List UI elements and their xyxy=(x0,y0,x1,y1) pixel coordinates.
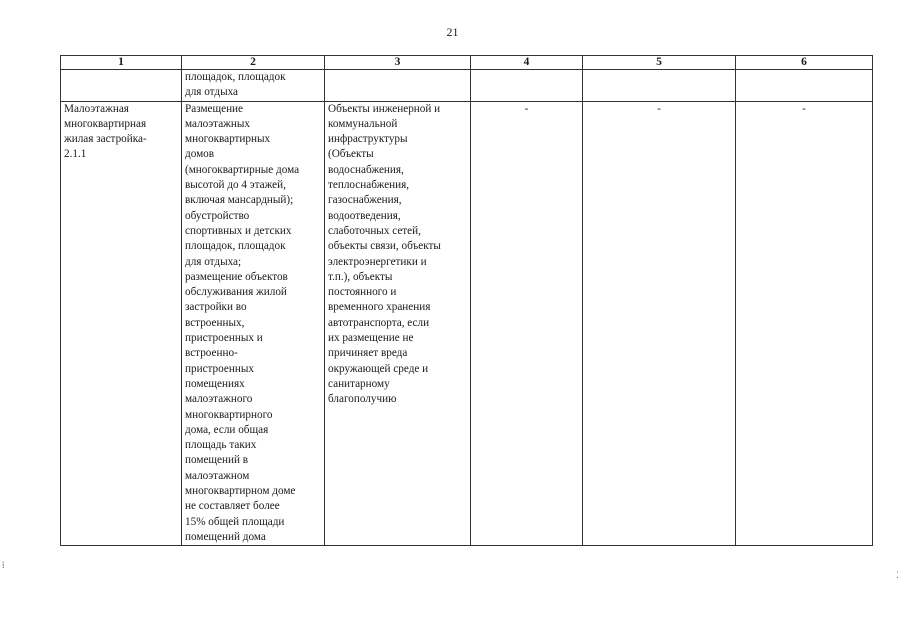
cell-col1 xyxy=(61,70,182,102)
cell-col6-dash: - xyxy=(736,101,873,546)
cell-col5-dash: - xyxy=(583,101,736,546)
table-row-continuation xyxy=(61,70,873,102)
column-header-1: 1 xyxy=(61,56,182,70)
cell-description: Размещение малоэтажных многоквартирных домов (многоквартирные дома высотой до 4 этажей, включая мансардный); обустройство спортивных и детских площадок, площадок для отдыха; размещение объектов обслуживания жилой застройки во встроенных, пристроенных и встроенно- пристроенных помещениях малоэтажного многоквартирного дома, если общая площадь таких помещений в малоэтажном многоквартирном доме не составляет более 15% общей площади помещений дома xyxy=(182,101,325,546)
scan-mark-left: ⁞ xyxy=(2,560,5,570)
cell-col2: площадок, площадок для отдыха xyxy=(182,70,325,102)
column-header-4: 4 xyxy=(471,56,583,70)
column-header-2: 2 xyxy=(182,56,325,70)
column-header-5: 5 xyxy=(583,56,736,70)
cell-col4-dash: - xyxy=(471,101,583,546)
table-header-row xyxy=(61,56,873,70)
cell-col3 xyxy=(325,70,471,102)
cell-zone-name: Малоэтажная многоквартирная жилая застройка- 2.1.1 xyxy=(61,101,182,546)
page-number: 21 xyxy=(446,25,459,39)
cell-col6 xyxy=(736,70,873,102)
cell-col5 xyxy=(583,70,736,102)
regulations-table xyxy=(60,55,873,546)
cell-auxiliary-uses: Объекты инженерной и коммунальной инфраструктуры (Объекты водоснабжения, теплоснабжения, газоснабжения, водоотведения, слаботочных сетей, объекты связи, объекты электроэнергетики и т.п.), объекты постоянного и временного хранения автотранспорта, если их размещение не причиняет вреда окружающей среде и санитарному благополучию xyxy=(325,101,471,546)
scan-mark-right: ⁚ xyxy=(896,570,899,580)
table-row xyxy=(61,101,873,546)
column-header-6: 6 xyxy=(736,56,873,70)
cell-col4 xyxy=(471,70,583,102)
column-header-3: 3 xyxy=(325,56,471,70)
